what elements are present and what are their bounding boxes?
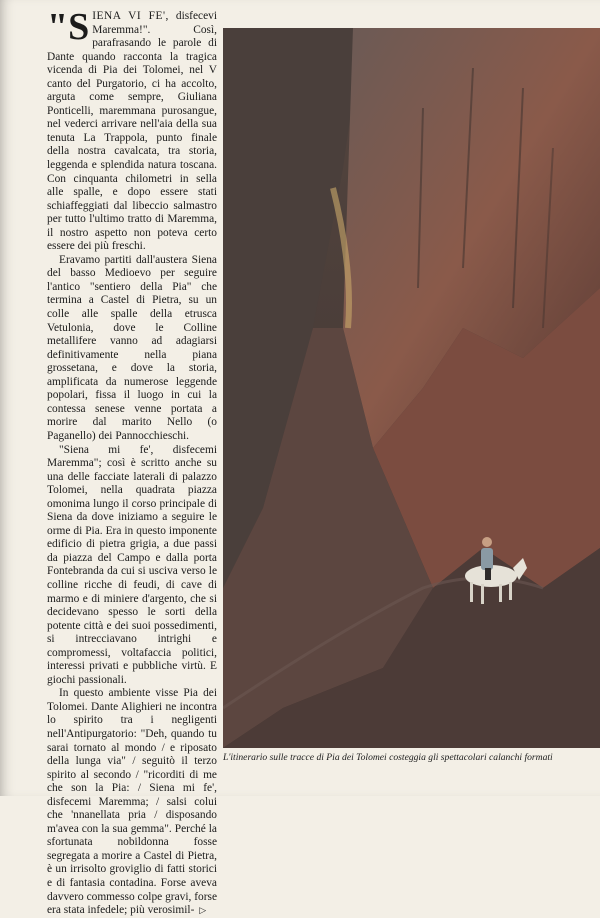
badlands-horse-rider-photo (223, 28, 600, 748)
paragraph-2: Eravamo partiti dall'austera Siena del basso Medioevo per seguire l'antico "sentiero della Pia" che termina a Castel di Pietra, su un colle alle spalle della etrusca Vetulonia, dove le Colline metallifere vanno ad adagiarsi definitivamente nella piana grossetana, e dove la storia, amplificata da numerose leggende popolari, fissa il luogo in cui la contessa senese venne portata a morire dal marito Nello (o Paganello) dei Pannocchieschi. (47, 253, 217, 442)
paragraph-4 (47, 687, 217, 917)
article-column (47, 6, 217, 918)
badlands-photo (223, 28, 600, 748)
paragraph-1-text: disfecevi Maremma!". Così, parafrasando le parole di Dante quando racconta la tragica vicenda di Pia dei Tolomei, nel V canto del Purgatorio, ci ha accolto, arguta come sempre, Giuliana Ponticelli, maremmana purosangue, nel vederci arrivare nell'aia della sua tenuta La Trappola, punto finale della nostra cavalcata, tra storia, leggenda e splendida natura toscana. Con cinquanta chilometri in sella alle spalle, e dopo essere stati schiaffeggiati dal libeccio salmastro per tutto l'ultimo tratto di Maremma, il nostro aspetto non poteva certo essere dei più freschi. (47, 10, 217, 253)
paragraph-1 (47, 6, 217, 254)
paragraph-4-text: In questo ambiente visse Pia dei Tolomei. Dante Alighieri ne incontra lo spirito tra i negligenti nell'Antipurgatorio: "Deh, quando tu sarai tornato al mondo / e riposato della lunga via" / seguitò il terzo spirito al secondo / "ricorditi di me che son la Pia: / Siena mi fe', disfecemi Maremma; / salsi colui che 'nnanellata pria / disposando m'avea con la sua gemma". Perché la sfortunata nobildonna fosse segregata a morire a Castel di Pietra, è un irrisolto groviglio di fatti storici e di fantasia contadina. Forse aveva davvero commesso colpe gravi, forse era stata infedele; più verosimil- (47, 687, 217, 917)
opening-words: IENA VI FE', (92, 10, 169, 22)
continue-arrow-icon: ▷ (199, 905, 207, 916)
drop-cap: "S (47, 6, 90, 48)
paragraph-3: "Siena mi fe', disfecemi Maremma"; così è scritto anche su una delle facciate laterali di palazzo Tolomei, nella quadrata piazza omonima lungo il corso principale di Siena da dove iniziamo a seguire le orme di Pia. Era in questo imponente edificio di pietra grigia, a due passi da piazza del Campo e dalla porta Fontebranda da cui si usciva verso le colline ricche di feudi, di cave di marmo e di miniere d'argento, che si decidevano spesso le sorti della potente città e dei suoi possedimenti, si intrecciavano intrighi e compromessi, voltafaccia politici, interessi privati e pubbliche virtù. E giochi passionali. (47, 443, 217, 686)
photo-caption: L'itinerario sulle tracce di Pia dei Tolomei costeggia gli spettacolari calanchi formati (223, 752, 553, 763)
